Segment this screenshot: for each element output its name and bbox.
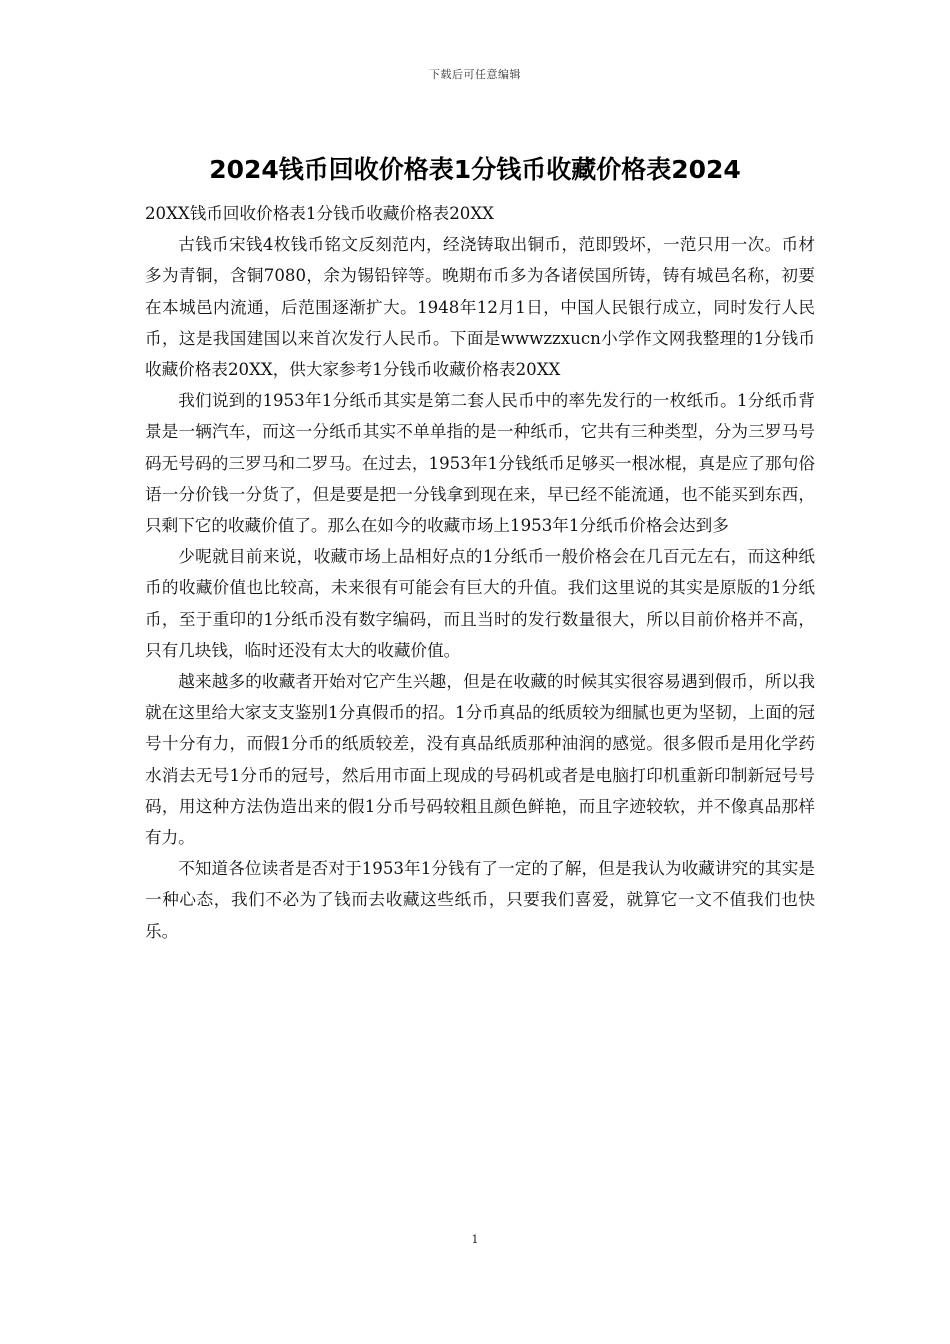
paragraph-2: 我们说到的1953年1分纸币其实是第二套人民币中的率先发行的一枚纸币。1分纸币背景是一辆汽车，而这一分纸币其实不单单指的是一种纸币，它共有三种类型，分为三罗马号码无号码的三罗马和二罗马。在过去，1953年1分钱纸币足够买一根冰棍，真是应了那句俗语一分价钱一分货了，但是要是把一分钱拿到现在来，早已经不能流通，也不能买到东西，只剩下它的收藏价值了。那么在如今的收藏市场上1953年1分纸币价格会达到多: [145, 391, 815, 536]
document-title: 2024钱币回收价格表1分钱币收藏价格表2024: [209, 155, 741, 184]
paragraph-3: 少呢就目前来说，收藏市场上品相好点的1分纸币一般价格会在几百元左右，而这种纸币的收藏价值也比较高，未来很有可能会有巨大的升值。我们这里说的其实是原版的1分纸币，至于重印的1分纸币没有数字编码，而且当时的发行数量很大，所以目前价格并不高，只有几块钱，临时还没有太大的收藏价值。: [145, 547, 815, 660]
document-body: [145, 198, 815, 947]
paragraph-1: 古钱币宋钱4枚钱币铭文反刻范内，经浇铸取出铜币，范即毁坏，一范只用一次。币材多为青铜，含铜7080，余为锡铅锌等。晚期布币多为各诸侯国所铸，铸有城邑名称，初要在本城邑内流通，后范围逐渐扩大。1948年12月1日，中国人民银行成立，同时发行人民币，这是我国建国以来首次发行人民币。下面是wwwzzxucn小学作文网我整理的1分钱币收藏价格表20XX，供大家参考1分钱币收藏价格表20XX: [145, 235, 815, 380]
subtitle-line: 20XX钱币回收价格表1分钱币收藏价格表20XX: [145, 204, 494, 223]
page-number: 1: [471, 1233, 479, 1246]
paragraph-5: 不知道各位读者是否对于1953年1分钱有了一定的了解，但是我认为收藏讲究的其实是一种心态，我们不必为了钱而去收藏这些纸币，只要我们喜爱，就算它一文不值我们也快乐。: [145, 859, 815, 941]
paragraph-4: 越来越多的收藏者开始对它产生兴趣，但是在收藏的时候其实很容易遇到假币，所以我就在这里给大家支支鉴别1分真假币的招。1分币真品的纸质较为细腻也更为坚韧，上面的冠号十分有力，而假1分币的纸质较差，没有真品纸质那种油润的感觉。很多假币是用化学药水消去无号1分币的冠号，然后用市面上现成的号码机或者是电脑打印机重新印制新冠号号码，用这种方法伪造出来的假1分币号码较粗且颜色鲜艳，而且字迹较软，并不像真品那样有力。: [145, 672, 815, 848]
header-note: 下载后可任意编辑: [429, 68, 521, 81]
